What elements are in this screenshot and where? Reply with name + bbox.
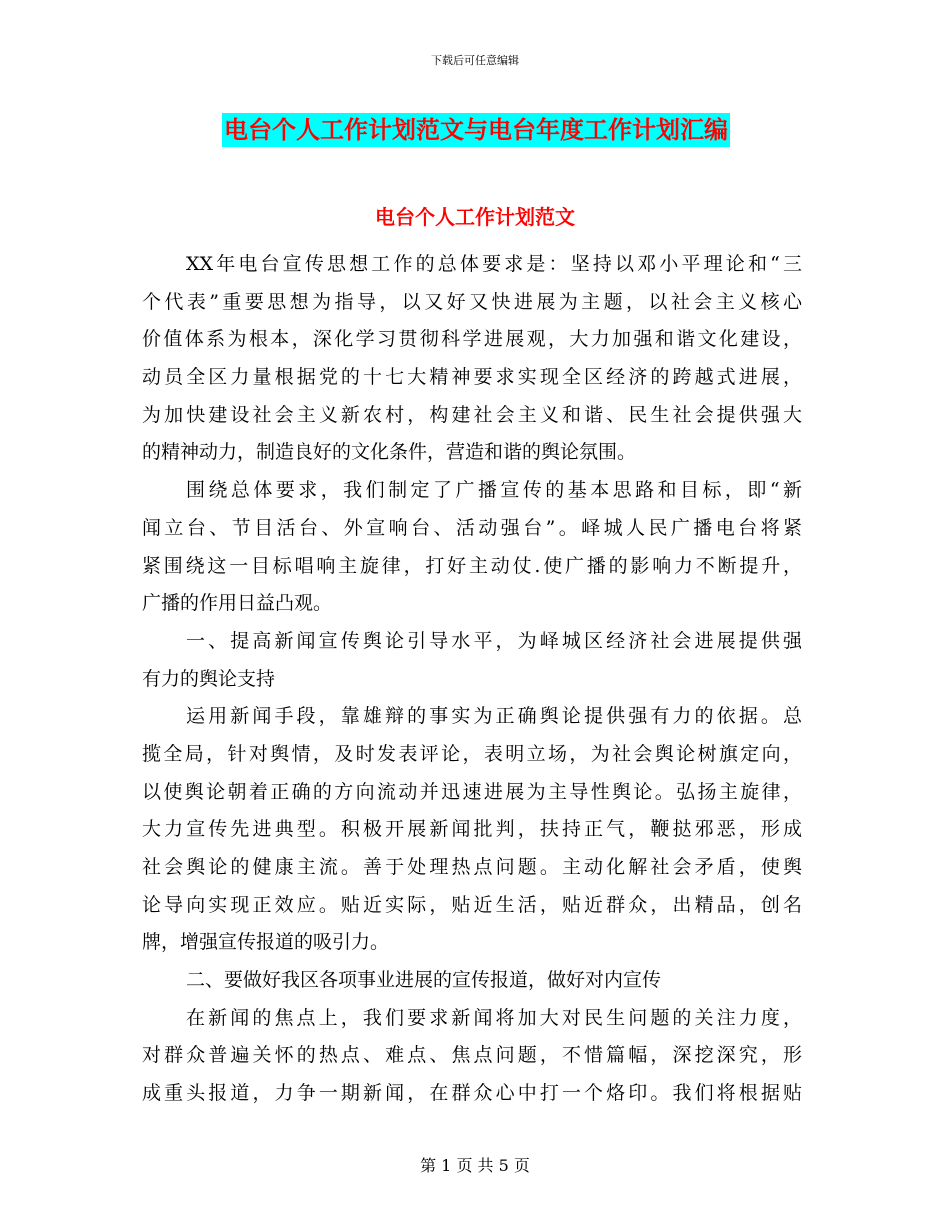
document-title: 电台个人工作计划范文与电台年度工作计划汇编 <box>222 113 730 147</box>
page-header-note: 下载后可任意编辑 <box>431 54 519 67</box>
text-line: 的精神动力，制造良好的文化条件，营造和谐的舆论氛围。 <box>142 441 637 464</box>
text-line: 牌，增强宣传报道的吸引力。 <box>142 931 390 954</box>
page-number: 第 1 页 共 5 页 <box>420 1156 530 1175</box>
text-line: 对群众普遍关怀的热点、难点、焦点问题，不惜篇幅，深挖深究，形 <box>142 1044 802 1067</box>
body-text <box>142 246 802 1113</box>
text-line: 紧围绕这一目标唱响主旋律，打好主动仗.使广播的影响力不断提升， <box>142 554 802 577</box>
text-line: XX年电台宣传思想工作的总体要求是：坚持以邓小平理论和“三 <box>186 253 802 275</box>
text-line: 社会舆论的健康主流。善于处理热点问题。主动化解社会矛盾，使舆 <box>142 856 802 878</box>
section-title: 电台个人工作计划范文 <box>375 205 575 229</box>
text-line: 有力的舆论支持 <box>142 667 276 690</box>
text-line: 揽全局，针对舆情，及时发表评论，表明立场，为社会舆论树旗定向， <box>142 742 802 765</box>
text-line: 论导向实现正效应。贴近实际，贴近生活，贴近群众，出精品，创名 <box>142 893 802 916</box>
text-line: 闻立台、节目活台、外宣响台、活动强台”。峄城人民广播电台将紧 <box>142 516 802 539</box>
text-line: 个代表”重要思想为指导，以又好又快进展为主题，以社会主义核心 <box>142 290 802 313</box>
text-line: 动员全区力量根据党的十七大精神要求实现全区经济的跨越式进展， <box>142 366 802 389</box>
text-line: 以使舆论朝着正确的方向流动并迅速进展为主导性舆论。弘扬主旋律， <box>142 780 802 803</box>
text-line: 成重头报道，力争一期新闻，在群众心中打一个烙印。我们将根据贴 <box>142 1082 802 1105</box>
text-line: 大力宣传先进典型。积极开展新闻批判，扶持正气，鞭挞邪恶，形成 <box>142 818 802 841</box>
text-line: 运用新闻手段，靠雄辩的事实为正确舆论提供强有力的依据。总 <box>186 705 802 728</box>
text-line: 广播的作用日益凸观。 <box>142 592 333 615</box>
text-line: 围绕总体要求，我们制定了广播宣传的基本思路和目标，即“新 <box>186 479 802 502</box>
text-line: 在新闻的焦点上，我们要求新闻将加大对民生问题的关注力度， <box>186 1006 802 1029</box>
text-line: 价值体系为根本，深化学习贯彻科学进展观，大力加强和谐文化建设， <box>142 328 802 351</box>
text-line: 为加快建设社会主义新农村，构建社会主义和谐、民生社会提供强大 <box>142 403 802 426</box>
text-line: 一、提高新闻宣传舆论引导水平，为峄城区经济社会进展提供强 <box>186 629 802 652</box>
text-line: 二、要做好我区各项事业进展的宣传报道，做好对内宣传 <box>186 969 662 992</box>
